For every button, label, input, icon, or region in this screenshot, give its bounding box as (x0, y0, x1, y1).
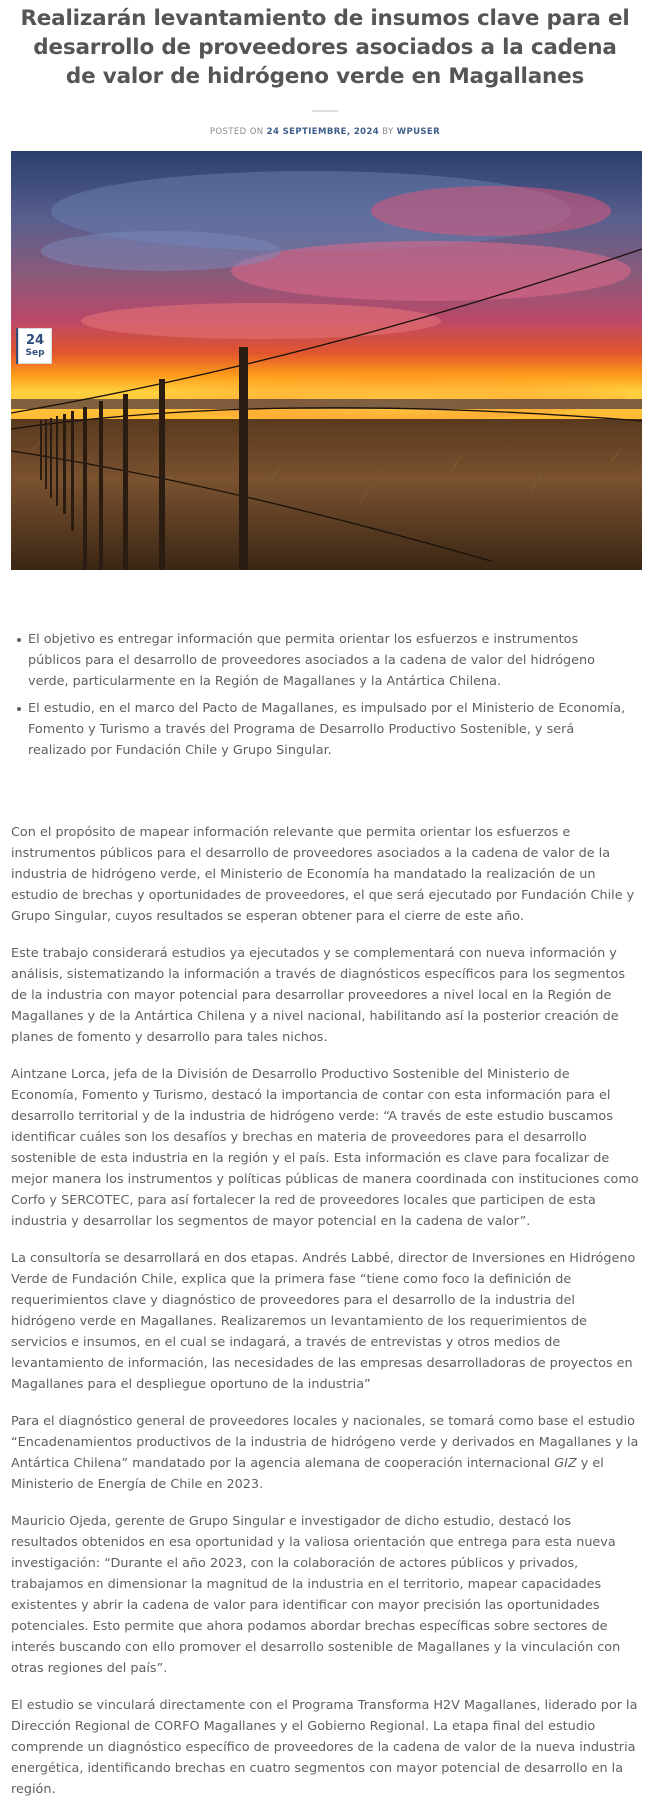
article-body (0, 822, 650, 1800)
article-title: Realizarán levantamiento de insumos clave para el desarrollo de proveedores asociados a la cadena de valor de hidrógeno verde en Magallanes (20, 6, 630, 89)
date-badge (18, 328, 52, 364)
summary-bullet: El objetivo es entregar información que permita orientar los esfuerzos e instrumentos públicos para el desarrollo de proveedores asociados a la cadena de valor del hidrógeno verde, particularmente en la Región de Magallanes y la Antártica Chilena. (28, 629, 630, 692)
post-date-link[interactable]: 24 SEPTIEMBRE, 2024 (266, 127, 380, 137)
featured-image (11, 151, 642, 570)
title-divider (312, 110, 338, 112)
body-paragraph (11, 1411, 640, 1495)
body-paragraph: Este trabajo considerará estudios ya ejecutados y se complementará con nueva información y análisis, sistematizando la información a través de diagnósticos específicos para los segmentos de la industria con mayor potencial para desarrollar proveedores a nivel local en la Región de Magallanes y de la Antártica Chilena y a nivel nacional, habilitando así la posterior creación de planes de fomento y desarrollo para tales nichos. (11, 946, 626, 1045)
body-paragraph: El estudio se vinculará directamente con el Programa Transforma H2V Magallanes, liderado por la Dirección Regional de CORFO Magallanes y el Gobierno Regional. La etapa final del estudio comprende un diagnóstico específico de proveedores de la cadena de valor de la nueva industria energética, identificando brechas en cuatro segmentos con mayor potencial de desarrollo en la región. (11, 1698, 638, 1797)
date-badge-month: Sep (25, 348, 45, 358)
summary-bullet: El estudio, en el marco del Pacto de Magallanes, es impulsado por el Ministerio de Economía, Fomento y Turismo a través del Programa de Desarrollo Productivo Sostenible, y será realizado por Fundación Chile y Grupo Singular. (28, 698, 630, 761)
date-badge-day: 24 (25, 333, 45, 348)
body-paragraph: Con el propósito de mapear información relevante que permita orientar los esfuerzos e instrumentos públicos para el desarrollo de proveedores asociados a la cadena de valor de la industria de hidrógeno verde, el Ministerio de Economía ha mandatado la realización de un estudio de brechas y oportunidades de proveedores, el que será ejecutado por Fundación Chile y Grupo Singular, cuyos resultados se esperan obtener para el cierre de este año. (11, 825, 635, 924)
by-label: BY (382, 127, 394, 137)
body-paragraph: Mauricio Ojeda, gerente de Grupo Singular e investigador de dicho estudio, destacó los resultados obtenidos en esa oportunidad y la valiosa orientación que entrega para esta nueva investigación: “Durante el año 2023, con la colaboración de actores públicos y privados, trabajamos en dimensionar la magnitud de la industria en el territorio, mapear capacidades existentes y abrir la cadena de valor para identificar con mayor precisión las oportunidades potenciales. Esto permite que ahora podamos abordar brechas específicas sobre sectores de interés buscando con ello promover el desarrollo sostenible de Magallanes y la vinculación con otras regiones del país”. (11, 1514, 621, 1676)
body-paragraph: Aintzane Lorca, jefa de la División de Desarrollo Productivo Sostenible del Ministerio de Economía, Fomento y Turismo, destacó la importancia de contar con esta información para el desarrollo territorial y de la industria de hidrógeno verde: “A través de este estudio buscamos identificar cuáles son los desafíos y brechas en materia de proveedores para el desarrollo sostenible de esta industria en la región y el país. Esta información es clave para focalizar de mejor manera los instrumentos y políticas públicas de manera coordinada con instituciones como Corfo y SERCOTEC, para así fortalecer la red de proveedores locales que participen de esta industria y desarrollar los segmentos de mayor potencial en la cadena de valor”. (11, 1067, 639, 1229)
author-link[interactable]: WPUSER (396, 127, 441, 137)
posted-on-label: POSTED ON (209, 127, 264, 137)
body-text: Para el diagnóstico general de proveedores locales y nacionales, se tomará como base el estudio “Encadenamientos productivos de la industria de hidrógeno verde y derivados en Magallanes y la Antártica Chilena” mandatado por la agencia alemana de cooperación internacional (11, 1414, 639, 1471)
emphasis-text: GIZ (554, 1456, 577, 1471)
sunset-fence-landscape-image (11, 151, 642, 570)
post-meta (0, 125, 650, 139)
body-text: y el Ministerio de Energía de Chile en 2023. (11, 1456, 604, 1492)
summary-bullet-list (0, 629, 650, 761)
body-paragraph: La consultoría se desarrollará en dos etapas. Andrés Labbé, director de Inversiones en Hidrógeno Verde de Fundación Chile, explica que la primera fase “tiene como foco la definición de requerimientos clave y diagnóstico de proveedores para el desarrollo de la industria del hidrógeno verde en Magallanes. Realizaremos un levantamiento de los requerimientos de servicios e insumos, en el cual se indagará, a través de entrevistas y otros medios de levantamiento de información, las necesidades de las empresas desarrolladoras de proyectos en Magallanes para el despliegue oportuno de la industria” (11, 1251, 636, 1392)
